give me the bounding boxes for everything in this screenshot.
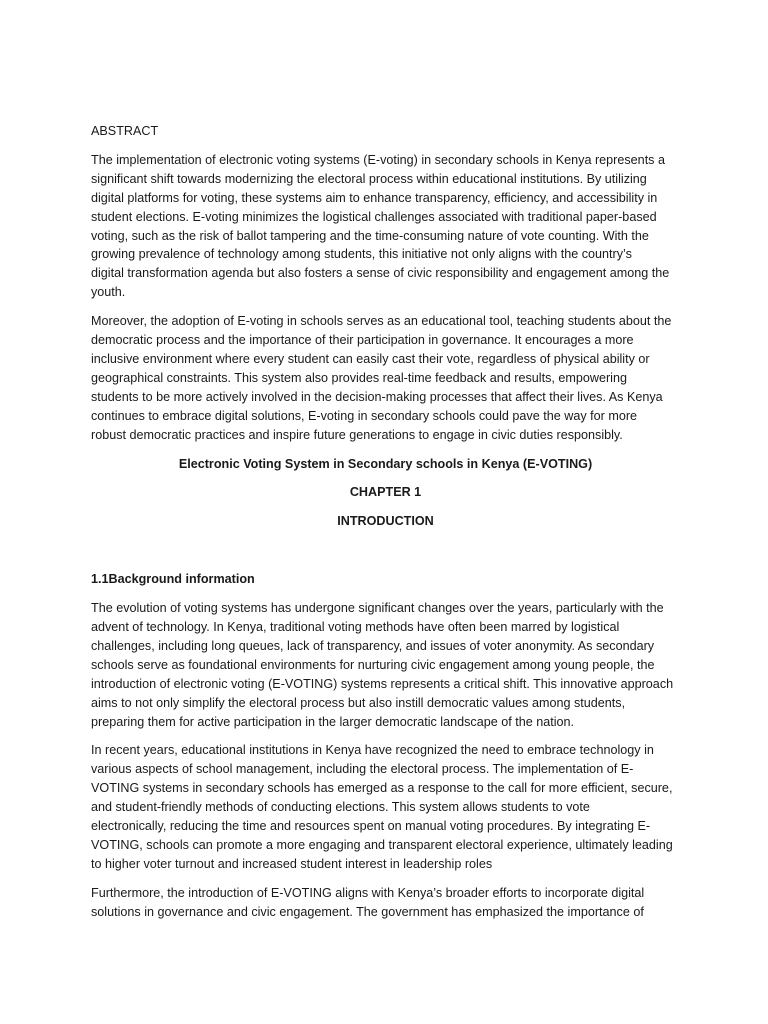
abstract-paragraph-2 [91,312,680,444]
text-line: and student-friendly methods of conducting elections. This system allows students to vote [91,800,590,815]
text-line: youth. [91,285,126,300]
text-line: Moreover, the adoption of E-voting in schools serves as an educational tool, teaching students about the [91,314,672,329]
text-line: aims to not only simplify the electoral process but also instill democratic values among students, [91,695,626,710]
background-paragraph-2 [91,741,680,873]
text-line: inclusive environment where every student can easily cast their vote, regardless of physical ability or [91,351,650,366]
text-line: electronically, reducing the time and resources spent on manual voting procedures. By integrating E- [91,819,651,834]
text-line: schools serve as foundational environments for nurturing civic engagement among young people, the [91,657,655,672]
background-paragraph-1 [91,599,680,731]
text-line: voting, such as the risk of ballot tampering and the time-consuming nature of vote counting. With the [91,228,649,243]
abstract-heading: ABSTRACT [91,124,159,138]
text-line: digital transformation agenda but also fosters a sense of civic responsibility and engagement among the [91,266,670,281]
text-line: The implementation of electronic voting systems (E-voting) in secondary schools in Kenya represents a [91,152,665,167]
text-line: geographical constraints. This system also provides real-time feedback and results, empowering [91,370,627,385]
background-paragraph-3 [91,884,680,922]
text-line: growing prevalence of technology among students, this initiative not only aligns with the country’s [91,247,632,262]
text-line: continues to embrace digital solutions, E-voting in secondary schools could pave the way for more [91,408,638,423]
text-line: challenges, including long queues, lack of transparency, and issues of voter anonymity. As secondary [91,638,655,653]
text-line: student elections. E-voting minimizes the logistical challenges associated with traditional paper-based [91,209,657,224]
text-line: digital platforms for voting, these systems aim to enhance transparency, efficiency, and accessibility in [91,190,658,205]
section-heading: 1.1Background information [91,572,255,587]
text-line: to higher voter turnout and increased student interest in leadership roles [91,856,493,871]
text-line: solutions in governance and civic engagement. The government has emphasized the importance of [91,904,644,919]
text-line: various aspects of school management, including the electoral process. The implementation of E- [91,762,634,777]
text-line: preparing them for active participation in the larger democratic landscape of the nation. [91,714,575,729]
introduction-heading: INTRODUCTION [337,514,434,529]
abstract-paragraph-1 [91,151,680,302]
text-line: introduction of electronic voting (E-VOTING) systems represents a critical shift. This innovative approach [91,676,674,691]
text-line: In recent years, educational institutions in Kenya have recognized the need to embrace technology in [91,743,654,758]
text-line: Furthermore, the introduction of E-VOTING aligns with Kenya’s broader efforts to incorporate digital [91,885,645,900]
document-title: Electronic Voting System in Secondary schools in Kenya (E-VOTING) [178,456,593,471]
text-line: students to be more actively involved in the decision-making processes that affect their lives. As Kenya [91,389,663,404]
text-line: VOTING systems in secondary schools has emerged as a response to the call for more efficient, secure, [91,781,673,796]
text-line: significant shift towards modernizing the electoral process within educational institutions. By utilizing [91,171,647,186]
text-line: democratic process and the importance of their participation in governance. It encourages a more [91,333,634,348]
chapter-heading: CHAPTER 1 [349,485,422,500]
text-line: VOTING, schools can promote a more engaging and transparent electoral experience, ultimately leading [91,838,673,852]
text-line: The evolution of voting systems has undergone significant changes over the years, particularly with the [91,601,664,616]
text-line: advent of technology. In Kenya, traditional voting methods have often been marred by logistical [91,620,620,635]
text-line: robust democratic practices and inspire future generations to engage in civic duties responsibly. [91,427,623,442]
